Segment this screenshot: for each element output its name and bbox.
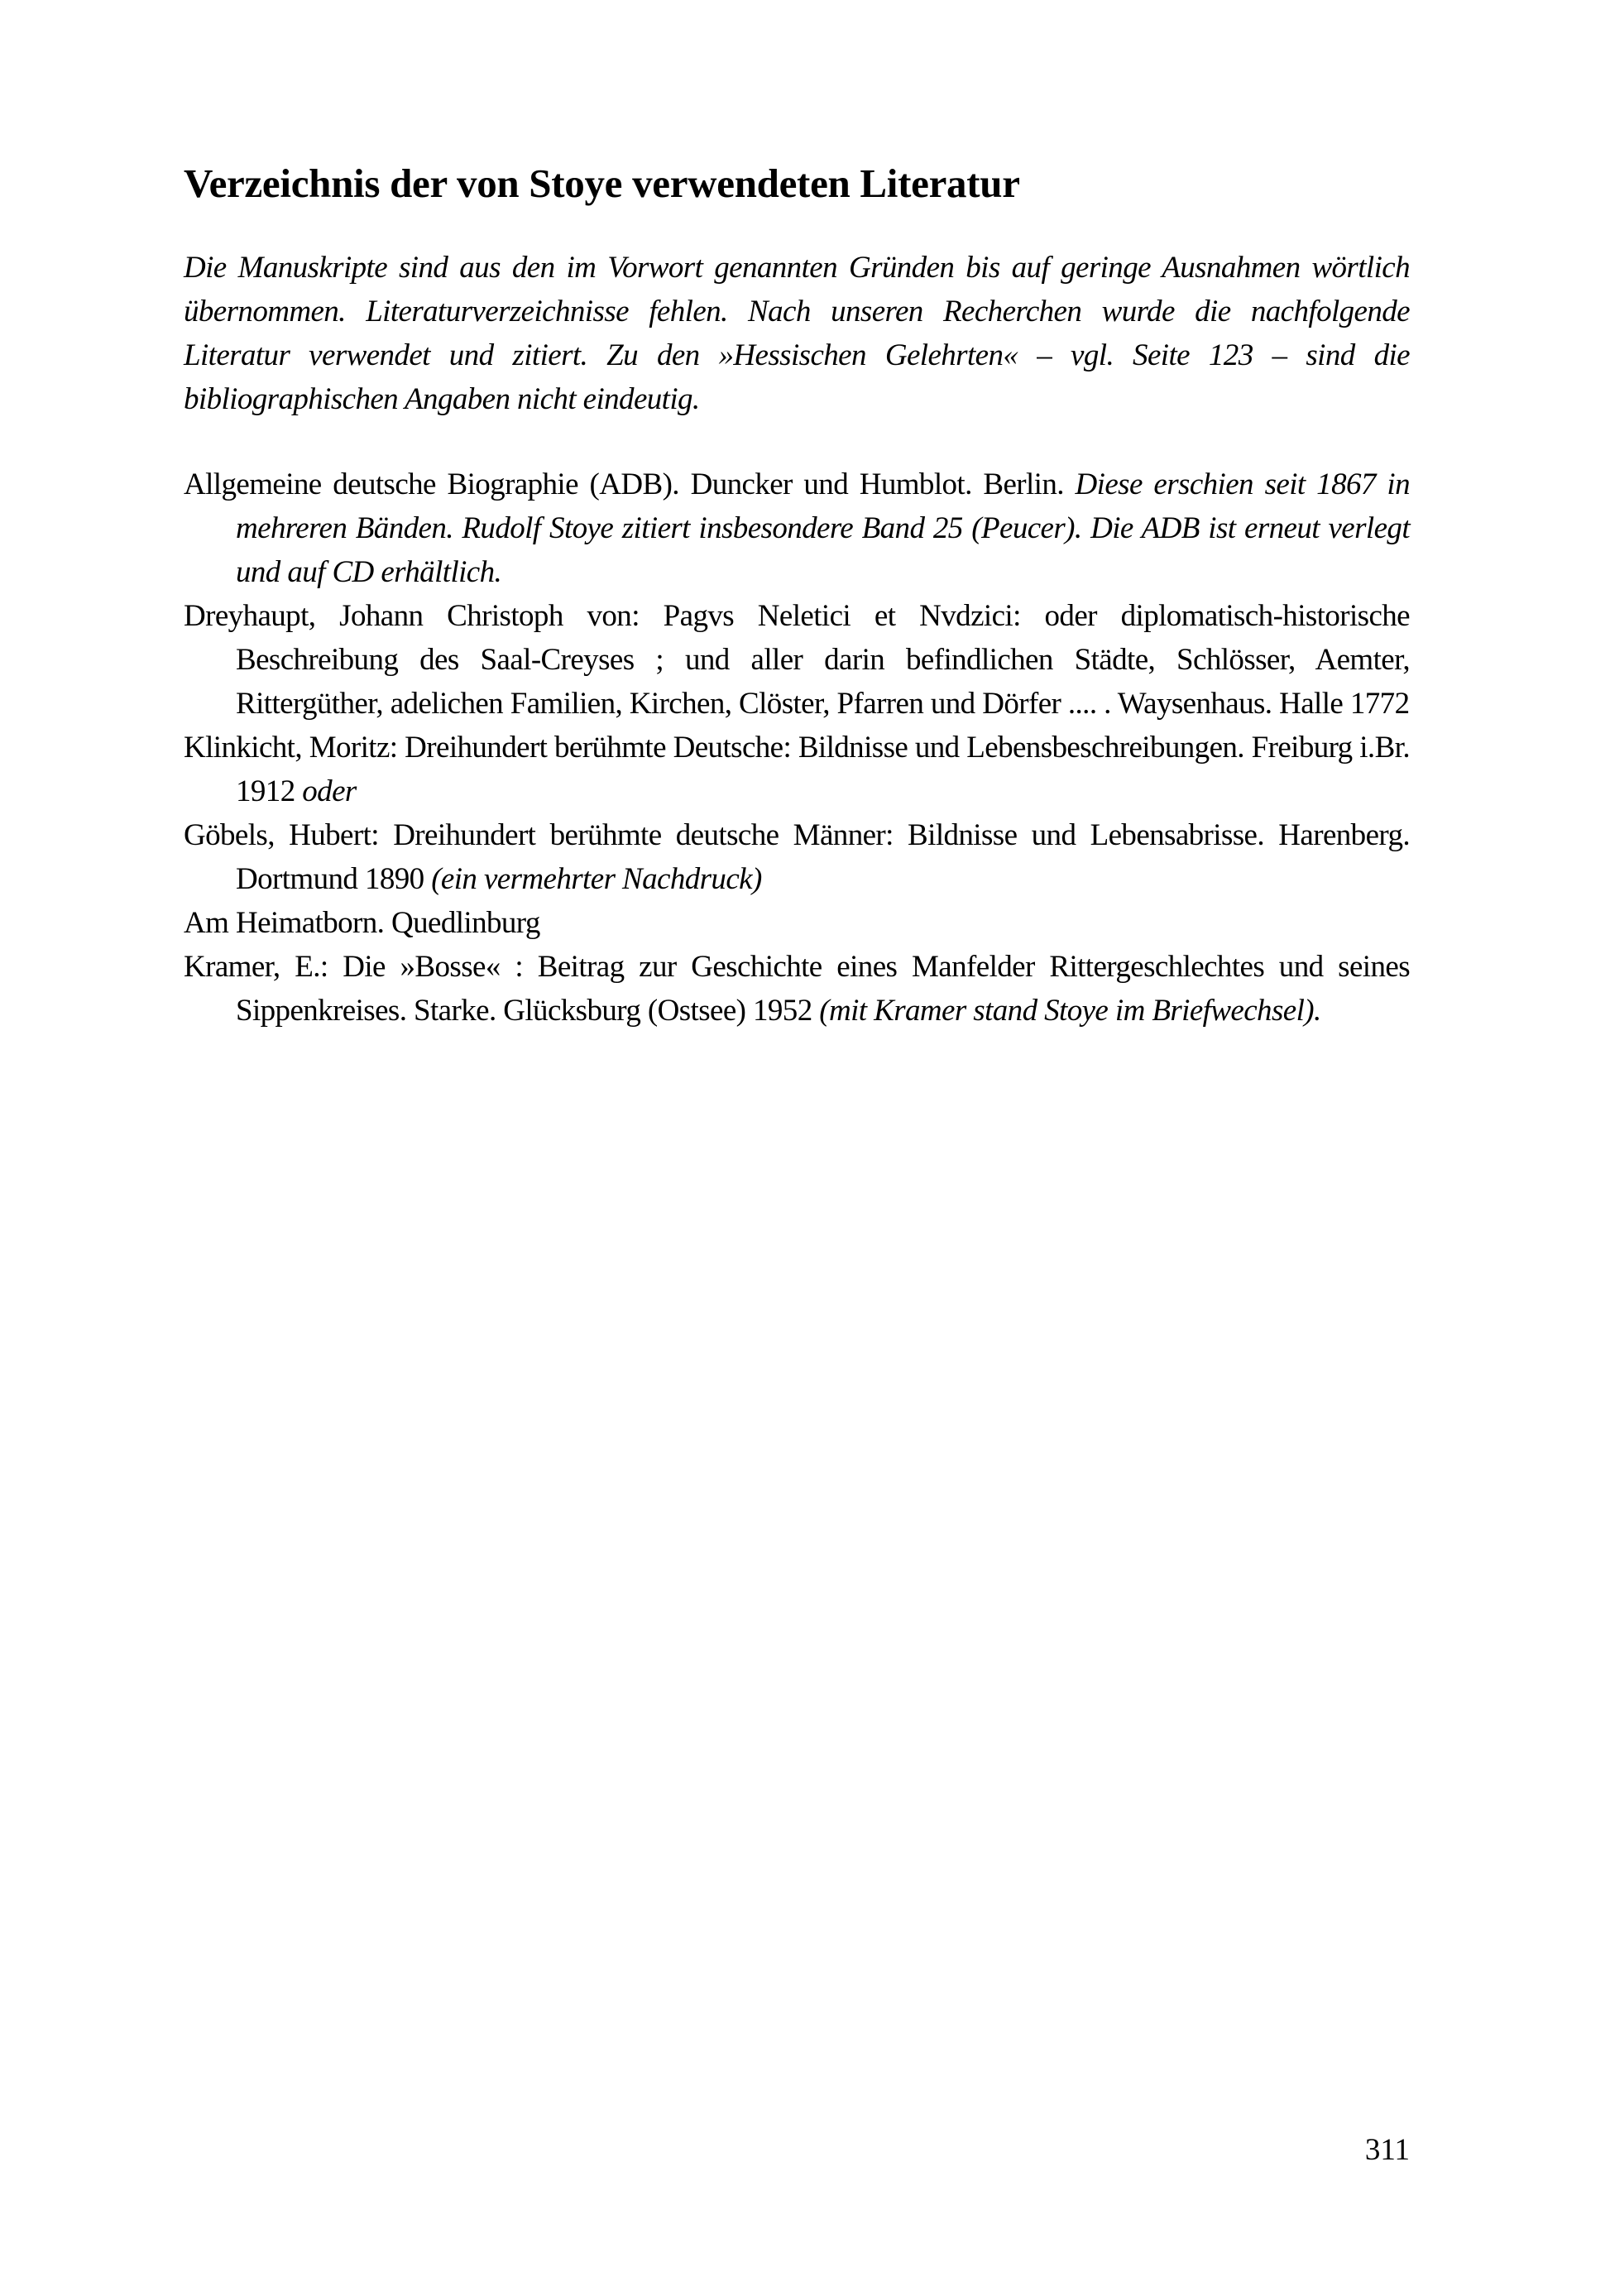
bibliography-entry-heimatborn	[184, 901, 1410, 945]
intro-paragraph: Die Manuskripte sind aus den im Vorwort genannten Gründen bis auf geringe Ausnahmen wörtlich übernommen. Literaturverzeichnisse fehlen. Nach unseren Recherchen wurde die nachfolgende Literatur verwendet und zitiert. Zu den »Hessischen Gelehrten« – vgl. Seite 123 – sind die bibliographischen Angaben nicht eindeutig.	[184, 251, 1410, 416]
bibliography-entry-klinkicht	[184, 726, 1410, 813]
page-title: Verzeichnis der von Stoye verwendeten Literatur	[184, 161, 1020, 206]
page-number: 311	[1364, 2133, 1410, 2167]
entry-citation: Göbels, Hubert: Dreihundert berühmte deutsche Männer: Bildnisse und Lebensabrisse. Harenberg. Dortmund 1890	[184, 818, 1410, 896]
entry-note: (mit Kramer stand Stoye im Briefwechsel).	[819, 994, 1321, 1028]
entry-note: (ein vermehrter Nachdruck)	[431, 862, 762, 896]
entry-citation: Allgemeine deutsche Biographie (ADB). Duncker und Humblot. Berlin.	[184, 467, 1076, 501]
bibliography-list	[184, 463, 1410, 1033]
bibliography-entry-kramer	[184, 945, 1410, 1033]
bibliography-entry-goebels	[184, 813, 1410, 901]
document-page	[184, 157, 1410, 1033]
bibliography-entry-dreyhaupt	[184, 594, 1410, 726]
entry-note: Diese erschien seit 1867 in mehreren Bänden. Rudolf Stoye zitiert insbesondere Band 25 (Peucer). Die ADB ist erneut verlegt und auf CD erhältlich.	[236, 467, 1410, 589]
entry-citation: Am Heimatborn. Quedlinburg	[184, 906, 540, 940]
entry-citation: Kramer, E.: Die »Bosse« : Beitrag zur Geschichte eines Manfelder Rittergeschlechtes und seines Sippenkreises. Starke. Glücksburg (Ostsee) 1952	[184, 950, 1410, 1028]
entry-citation: Klinkicht, Moritz: Dreihundert berühmte Deutsche: Bildnisse und Lebensbeschreibungen. Freiburg i.Br. 1912	[184, 731, 1410, 808]
entry-note: oder	[302, 774, 357, 808]
entry-citation: Dreyhaupt, Johann Christoph von: Pagvs Neletici et Nvdzici: oder diplomatisch-historische Beschreibung des Saal-Creyses ; und aller darin befindlichen Städte, Schlösser, Aemter, Rittergüther, adelichen Familien, Kirchen, Clöster, Pfarren und Dörfer .... . Waysenhaus. Halle 1772	[184, 599, 1410, 721]
bibliography-entry-adb	[184, 463, 1410, 594]
